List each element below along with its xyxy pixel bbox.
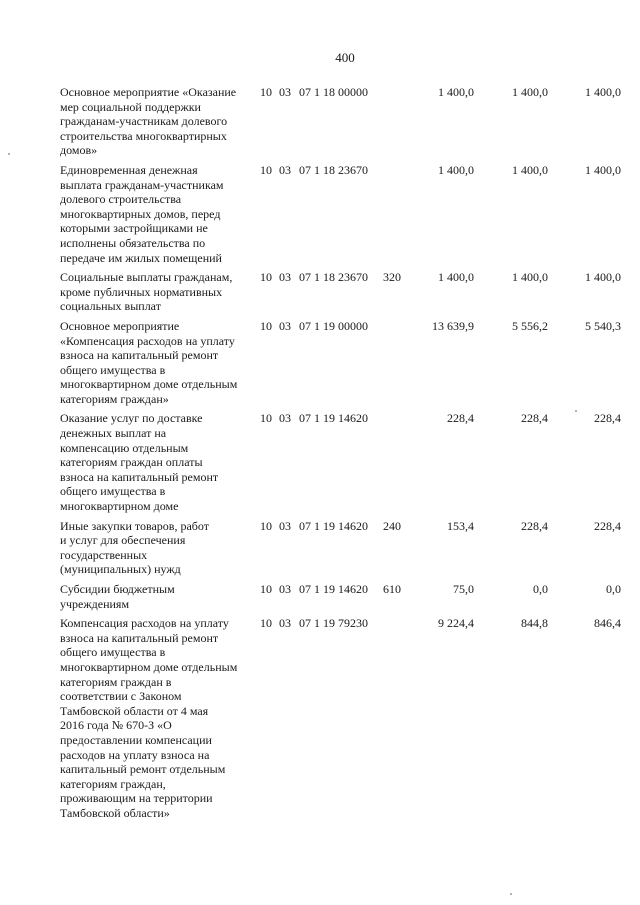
amount-year-3: 1 400,0 bbox=[585, 162, 621, 177]
article-code: 07 1 19 14620 bbox=[299, 411, 368, 426]
expense-type-code: 320 bbox=[383, 270, 401, 285]
amount-year-1: 1 400,0 bbox=[438, 85, 474, 99]
amount-year-1: 153,4 bbox=[447, 518, 474, 533]
table-row bbox=[60, 270, 632, 314]
table-row bbox=[60, 616, 632, 820]
table-row bbox=[60, 163, 632, 265]
amount-year-3: 228,4 bbox=[594, 411, 621, 426]
row-name: Основное мероприятие «Компенсация расходов на уплату взноса на капитальный ремонт общего имущества в многоквартирном доме отдельным категориям граждан» bbox=[60, 318, 238, 406]
subsection-code: 03 bbox=[279, 582, 291, 596]
article-code: 07 1 19 14620 bbox=[299, 582, 368, 596]
subsection-code: 03 bbox=[279, 85, 291, 99]
amount-year-2: 0,0 bbox=[533, 582, 548, 596]
subsection-code: 03 bbox=[279, 411, 291, 426]
amount-year-3: 846,4 bbox=[594, 616, 621, 631]
amount-year-2: 228,4 bbox=[521, 411, 548, 426]
subsection-code: 03 bbox=[279, 616, 291, 631]
subsection-code: 03 bbox=[279, 318, 291, 333]
section-code: 10 bbox=[260, 270, 272, 285]
expense-type-code: 240 bbox=[383, 518, 401, 533]
amount-year-2: 228,4 bbox=[521, 518, 548, 533]
table-row bbox=[60, 582, 632, 611]
scan-dot bbox=[575, 410, 577, 412]
amount-year-2: 1 400,0 bbox=[512, 85, 548, 99]
amount-year-1: 13 639,9 bbox=[432, 318, 474, 333]
scan-dot bbox=[8, 153, 10, 155]
amount-year-3: 1 400,0 bbox=[585, 85, 621, 99]
amount-year-1: 9 224,4 bbox=[438, 616, 474, 631]
amount-year-3: 1 400,0 bbox=[585, 270, 621, 285]
article-code: 07 1 18 23670 bbox=[299, 162, 368, 177]
article-code: 07 1 18 23670 bbox=[299, 270, 368, 285]
amount-year-2: 1 400,0 bbox=[512, 162, 548, 177]
section-code: 10 bbox=[260, 582, 272, 596]
article-code: 07 1 19 14620 bbox=[299, 518, 368, 533]
row-name: Компенсация расходов на уплату взноса на капитальный ремонт общего имущества в многоквартирном доме отдельным категориям граждан в соответствии с Законом Тамбовской области от 4 мая 2016 года № 670-З «О предоставлении компенсации расходов на уплату взноса на капитальный ремонт отдельным категориям граждан, проживающим на территории Тамбовской области» bbox=[60, 616, 238, 820]
row-name: Оказание услуг по доставке денежных выплат на компенсацию отдельным категориям граждан оплаты взноса на капитальный ремонт общего имущества в многоквартирном доме bbox=[60, 411, 219, 514]
scan-dot bbox=[510, 893, 512, 895]
row-name: Основное мероприятие «Оказание мер социальной поддержки гражданам-участникам долевого строительства многоквартирных домов» bbox=[60, 85, 237, 158]
table-row bbox=[60, 411, 632, 513]
row-name: Единовременная денежная выплата гражданам-участникам долевого строительства многоквартирных домов, перед которыми застройщиками не исполнены обязательства по передаче им жилых помещений bbox=[60, 162, 224, 265]
budget-table bbox=[60, 85, 632, 826]
subsection-code: 03 bbox=[279, 518, 291, 533]
table-row bbox=[60, 519, 632, 577]
page-number: 400 bbox=[335, 50, 355, 65]
amount-year-2: 5 556,2 bbox=[512, 318, 548, 333]
section-code: 10 bbox=[260, 162, 272, 177]
amount-year-3: 228,4 bbox=[594, 518, 621, 533]
section-code: 10 bbox=[260, 85, 272, 99]
table-row bbox=[60, 85, 632, 158]
amount-year-1: 228,4 bbox=[447, 411, 474, 426]
amount-year-1: 1 400,0 bbox=[438, 162, 474, 177]
row-name: Социальные выплаты гражданам, кроме публичных нормативных социальных выплат bbox=[60, 270, 233, 314]
article-code: 07 1 18 00000 bbox=[299, 85, 368, 99]
amount-year-3: 0,0 bbox=[606, 582, 621, 596]
subsection-code: 03 bbox=[279, 270, 291, 285]
amount-year-3: 5 540,3 bbox=[585, 318, 621, 333]
table-row bbox=[60, 319, 632, 407]
article-code: 07 1 19 79230 bbox=[299, 616, 368, 631]
amount-year-1: 1 400,0 bbox=[438, 270, 474, 285]
section-code: 10 bbox=[260, 318, 272, 333]
amount-year-2: 1 400,0 bbox=[512, 270, 548, 285]
section-code: 10 bbox=[260, 411, 272, 426]
amount-year-2: 844,8 bbox=[521, 616, 548, 631]
subsection-code: 03 bbox=[279, 162, 291, 177]
row-name: Иные закупки товаров, работ и услуг для обеспечения государственных (муниципальных) нужд bbox=[60, 518, 209, 577]
expense-type-code: 610 bbox=[383, 582, 401, 596]
amount-year-1: 75,0 bbox=[453, 582, 474, 596]
section-code: 10 bbox=[260, 518, 272, 533]
article-code: 07 1 19 00000 bbox=[299, 318, 368, 333]
row-name: Субсидии бюджетным учреждениям bbox=[60, 582, 175, 611]
section-code: 10 bbox=[260, 616, 272, 631]
